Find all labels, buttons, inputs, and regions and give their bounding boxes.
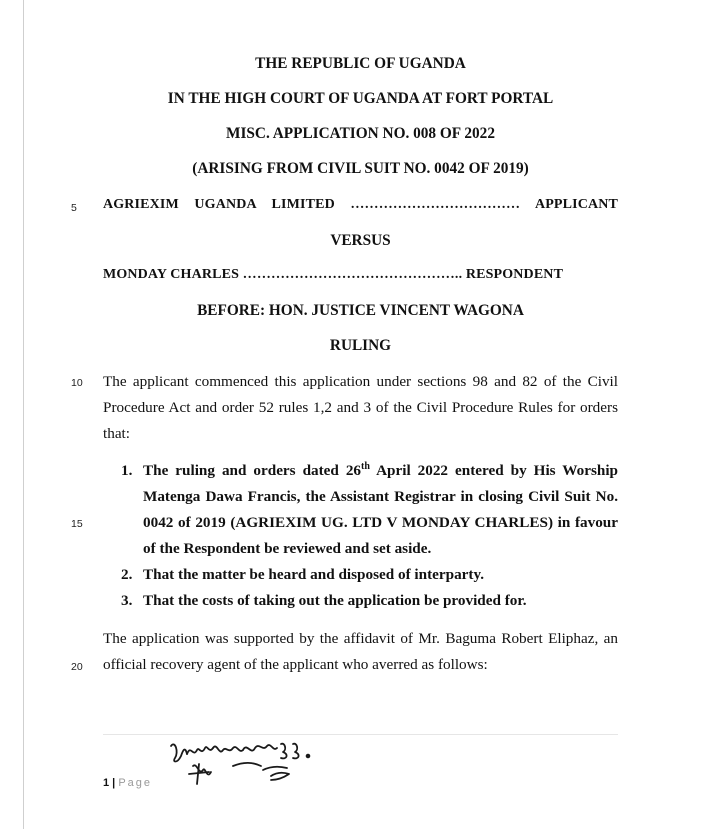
respondent-line: MONDAY CHARLES ……………………………………….. RESPONDENT — [103, 267, 564, 282]
page-number: 1 — [103, 777, 110, 789]
order-text: That the costs of taking out the application be provided for. — [143, 592, 527, 609]
footer-divider — [103, 734, 618, 735]
heading-court: IN THE HIGH COURT OF UGANDA AT FORT PORTAL — [167, 90, 554, 107]
list-item-number: 1. — [121, 462, 133, 479]
applicant-line: AGRIEXIM UGANDA LIMITED ……………………………… APPLICANT — [103, 197, 618, 212]
support-paragraph: The application was supported by the affidavit of Mr. Baguma Robert Eliphaz, an official recovery agent of the applicant who averred as follows: — [103, 630, 618, 673]
line-number: 10 — [71, 377, 83, 389]
page-footer — [103, 777, 152, 789]
ordinal-suffix: th — [361, 460, 370, 472]
intro-paragraph: The applicant commenced this application under sections 98 and 82 of the Civil Procedure Act and order 52 rules 1,2 and 3 of the Civil Procedure Rules for orders that: — [103, 373, 618, 442]
heading-application-number: MISC. APPLICATION NO. 008 OF 2022 — [226, 125, 495, 142]
line-number: 20 — [71, 661, 83, 673]
list-item-number: 3. — [121, 592, 133, 609]
order-text: That the matter be heard and disposed of interparty. — [143, 566, 485, 583]
list-item — [121, 562, 618, 588]
page-left-edge — [23, 0, 24, 829]
order-text-rest: April 2022 entered by His Worship Matenga Dawa Francis, the Assistant Registrar in closing Civil Suit No. 0042 of 2019 (AGRIEXIM UG. LTD V MONDAY CHARLES) in favour of the Respondent be reviewed and set aside. — [143, 462, 619, 557]
page-separator: | — [109, 777, 119, 789]
orders-list — [121, 458, 618, 614]
versus-label: VERSUS — [330, 232, 391, 249]
list-item — [121, 588, 618, 614]
line-number: 5 — [71, 202, 77, 214]
signature-icon — [163, 736, 323, 792]
ruling-title: RULING — [329, 337, 392, 354]
page-label: Page — [118, 777, 153, 789]
before-judge: BEFORE: HON. JUSTICE VINCENT WAGONA — [197, 302, 524, 319]
order-text-start: The ruling and orders dated 26 — [143, 462, 362, 479]
line-number: 15 — [71, 518, 83, 530]
heading-republic: THE REPUBLIC OF UGANDA — [255, 55, 466, 72]
list-item — [121, 458, 618, 562]
list-item-number: 2. — [121, 566, 133, 583]
heading-arising-from: (ARISING FROM CIVIL SUIT NO. 0042 OF 2019) — [192, 160, 529, 177]
